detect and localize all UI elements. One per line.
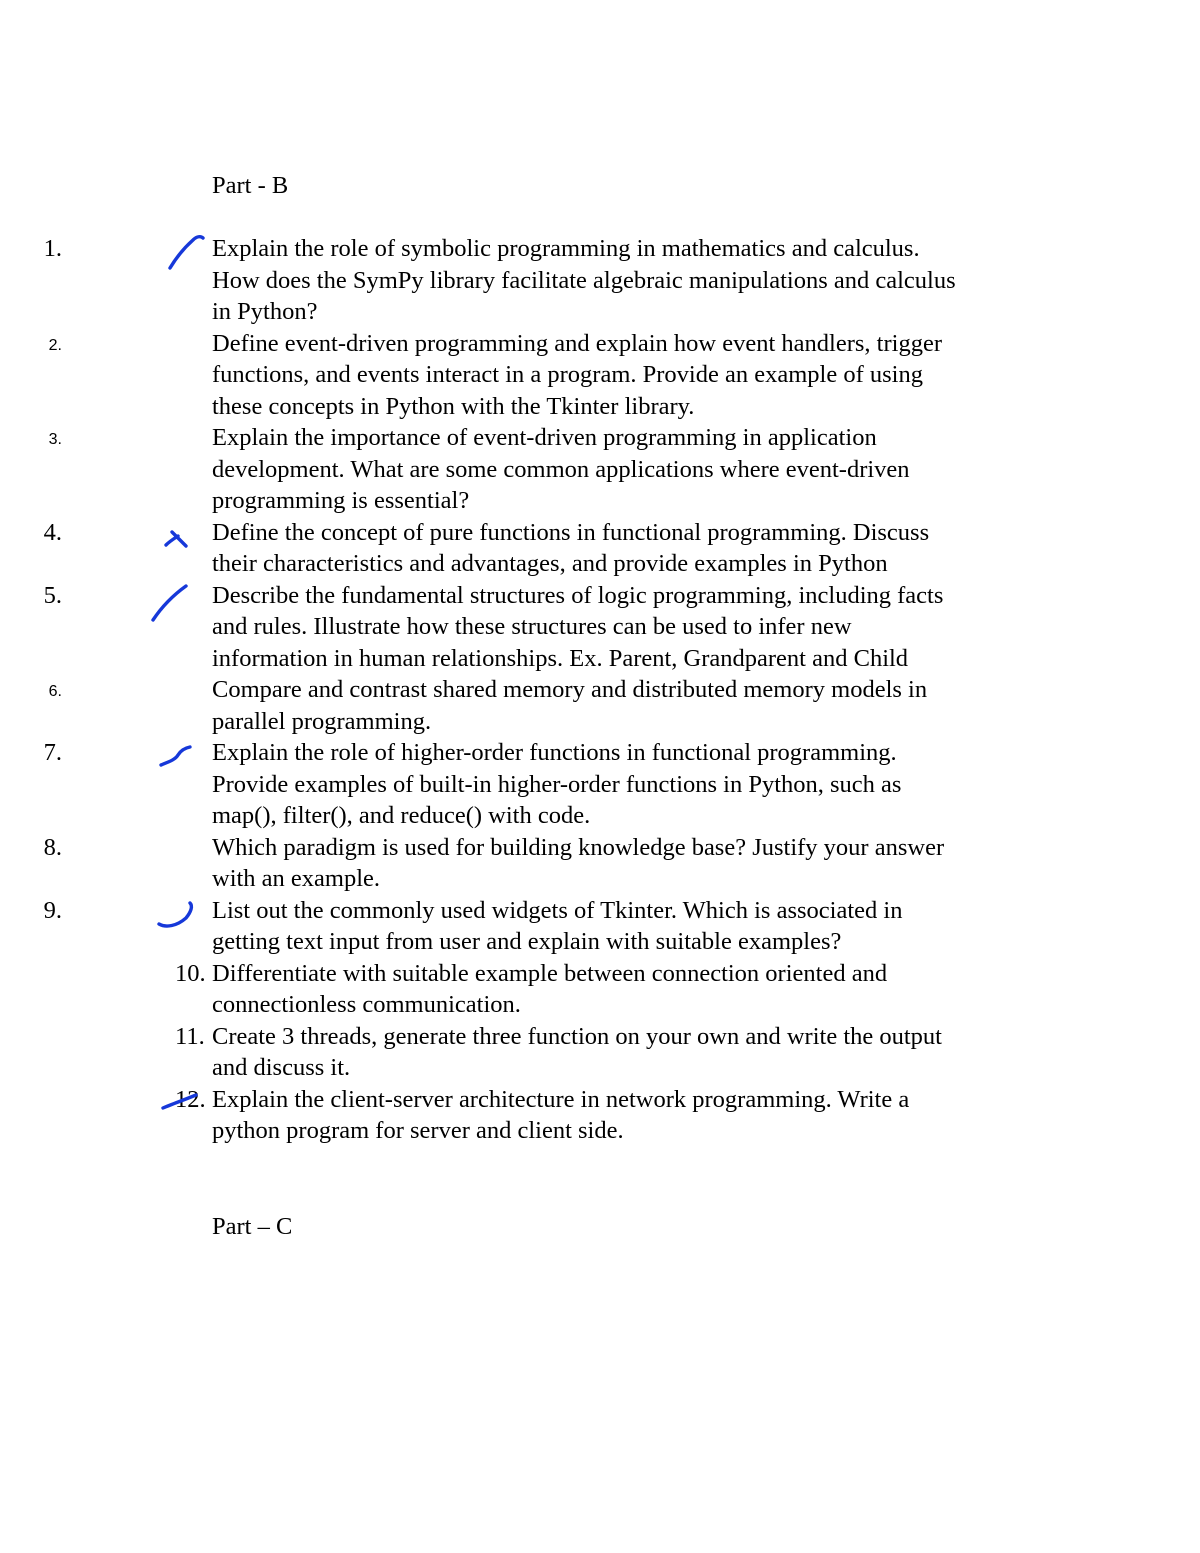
question-line: functions, and events interact in a program. Provide an example of using [212,361,923,388]
question-line: parallel programming. [212,707,432,735]
question-line: Define event-driven programming and explain how event handlers, trigger [212,329,942,357]
question-9 [0,895,1052,958]
question-line: connectionless communication. [212,991,521,1018]
question-10 [0,958,1052,1021]
part-c-heading: Part – C [212,1213,293,1240]
question-number: 10. [175,959,206,987]
question-text [212,1084,1052,1147]
question-line: in Python? [212,298,318,325]
question-text [212,737,1052,832]
question-line: Which paradigm is used for building knowledge base? Justify your answer [212,833,945,861]
question-number: 3. [48,431,62,448]
question-line: and discuss it. [212,1054,351,1081]
question-4 [0,517,1052,580]
question-line: information in human relationships. Ex. Parent, Grandparent and Child [212,644,909,672]
question-line: Differentiate with suitable example between connection oriented and [212,959,888,987]
question-number: 9. [43,896,62,924]
question-text [212,233,1052,328]
question-line: Explain the role of higher-order functions in functional programming. [212,739,897,766]
question-line: development. What are some common applications where event-driven [212,455,910,483]
question-line: Describe the fundamental structures of logic programming, including facts [212,581,944,609]
question-line: How does the SymPy library facilitate algebraic manipulations and calculus [212,266,956,294]
question-5 [0,580,1052,675]
question-line: with an example. [212,865,381,892]
question-number: 11. [175,1022,205,1050]
question-list [0,233,1200,1147]
question-text [212,517,1052,580]
question-number: 12. [175,1085,206,1113]
question-text [212,1021,1052,1084]
question-line: python program for server and client side. [212,1117,624,1144]
question-text [212,895,1052,958]
question-line: and rules. Illustrate how these structures can be used to infer new [212,613,852,640]
question-number: 5. [43,581,62,609]
question-text [212,958,1052,1021]
question-number: 4. [43,518,62,546]
question-text [212,674,1052,737]
question-line: their characteristics and advantages, and provide examples in Python [212,550,888,577]
question-7 [0,737,1052,832]
question-text [212,832,1052,895]
question-line: programming is essential? [212,487,470,514]
question-line: List out the commonly used widgets of Tkinter. Which is associated in [212,896,903,924]
question-line: Explain the client-server architecture in network programming. Write a [212,1085,910,1113]
question-text [212,328,1052,423]
question-number: 8. [43,833,62,861]
question-1 [0,233,1052,328]
question-number: 2. [48,336,62,354]
question-line: Define the concept of pure functions in functional programming. Discuss [212,518,930,546]
question-line: Create 3 threads, generate three function on your own and write the output [212,1022,942,1050]
question-8 [0,832,1052,895]
part-b-heading: Part - B [212,172,289,199]
question-line: Explain the importance of event-driven programming in application [212,424,877,451]
question-line: map(), filter(), and reduce() with code. [212,802,591,829]
question-line: Compare and contrast shared memory and distributed memory models in [212,676,928,703]
question-number: 1. [43,235,62,262]
question-12 [0,1084,1052,1147]
question-line: Explain the role of symbolic programming in mathematics and calculus. [212,235,920,262]
question-11 [0,1021,1052,1084]
question-line: these concepts in Python with the Tkinter library. [212,392,695,420]
question-line: Provide examples of built-in higher-order functions in Python, such as [212,770,902,798]
question-line: getting text input from user and explain with suitable examples? [212,928,842,955]
question-2 [0,328,1052,423]
question-number: 6. [48,683,62,700]
question-3 [0,422,1052,517]
question-text [212,422,1052,517]
question-6 [0,674,1052,737]
question-number: 7. [43,739,62,766]
question-text [212,580,1052,675]
